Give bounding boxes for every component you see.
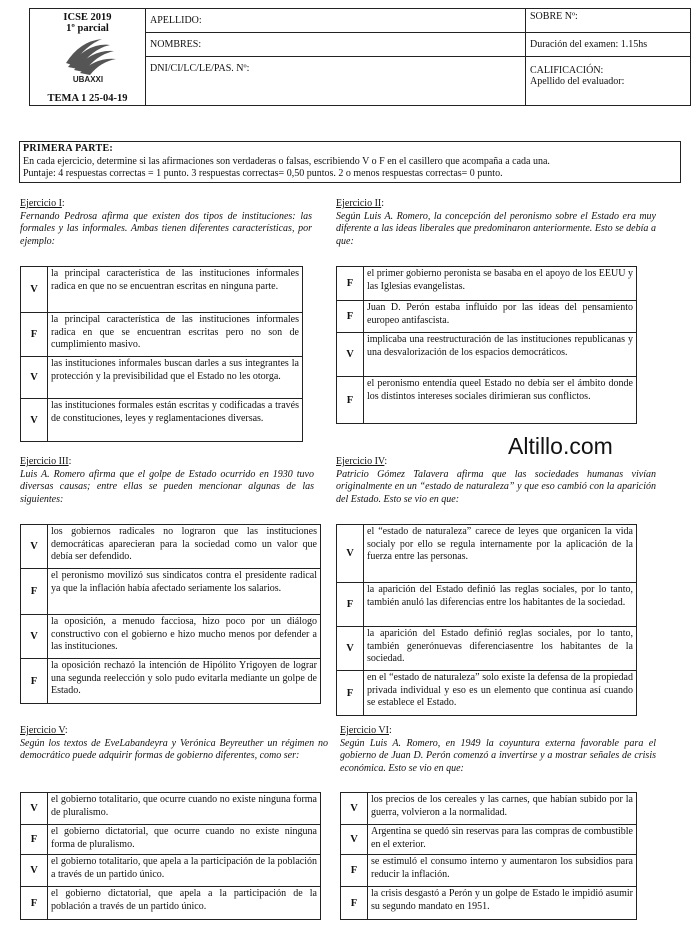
statement: implicaba una reestructuración de las instituciones republicanas y una desvalorización de los espacios democráticos.: [367, 334, 633, 358]
statement: la oposición rechazó la intención de Hipólito Yrigoyen de lograr una segunda reelección y solo pudo evitarla mediante un golpe de Estado.: [51, 660, 317, 696]
answer-cell[interactable]: F: [21, 569, 48, 614]
answer-cell[interactable]: F: [21, 659, 48, 703]
statement: el peronismo movilizó sus sindicatos contra el presidente radical ya que la inflación había afectado seriamente los salarios.: [51, 570, 317, 594]
statement: el peronismo entendía queel Estado no debía ser el ámbito donde los distintos intereses sociales dirimieran sus conflictos.: [367, 378, 633, 402]
statement: las instituciones formales están escritas y codificadas a través de constituciones, leyes y reglamentaciones diversas.: [51, 400, 299, 424]
exam-header: [29, 8, 691, 106]
student-info: [146, 9, 526, 105]
table-row: [21, 825, 320, 855]
exam-info: [526, 9, 690, 105]
ejercicio-desc: Fernando Pedrosa afirma que existen dos tipos de instituciones: las formales y las informales. Ambas tienen diferentes características, por ejemplo:: [20, 210, 312, 247]
logo-cell: [30, 9, 146, 105]
ejercicio-2-heading: Ejercicio II: Según Luis A. Romero, la concepción del peronismo sobre el Estado era muy diferente a las ideas liberales que predominaron anteriormente. Esto se debía a que:: [336, 198, 656, 247]
table-row: [337, 377, 636, 423]
answer-cell[interactable]: F: [337, 301, 364, 332]
answer-cell[interactable]: V: [21, 855, 48, 886]
answer-cell[interactable]: V: [21, 399, 48, 441]
watermark: Altillo.com: [508, 433, 613, 459]
ejercicio-title: Ejercicio V: [20, 725, 65, 736]
answer-cell[interactable]: F: [341, 855, 368, 886]
course-label: ICSE 2019: [63, 12, 112, 23]
answer-cell[interactable]: V: [21, 615, 48, 658]
statement: el gobierno totalitario, que ocurre cuando no existe ninguna forma de pluralismo.: [51, 794, 317, 818]
logo-text: UBAXXI: [72, 75, 103, 83]
ejercicio-title: Ejercicio VI: [340, 725, 389, 736]
ejercicio-title: Ejercicio IV: [336, 456, 385, 467]
statement: las instituciones informales buscan darles a sus integrantes la protección y la previsibilidad que el Estado no les otorga.: [51, 358, 299, 382]
table-row: [341, 887, 636, 919]
table-row: [341, 793, 636, 825]
dni-field[interactable]: DNI/CI/LC/LE/PAS. Nº:: [150, 63, 250, 74]
answer-cell[interactable]: V: [337, 333, 364, 376]
answer-cell[interactable]: V: [337, 627, 364, 670]
table-row: [21, 399, 302, 441]
ejercicio-5-heading: Ejercicio V: Según los textos de EveLabandeyra y Verónica Beyreuther un régimen no democrático puede adquirir formas de gobierno diferentes, como ser:: [20, 725, 328, 761]
statement: en el “estado de naturaleza” solo existe la defensa de la propiedad privada individual y eso es un elemento que continua así cuando se establece el Estado.: [367, 672, 633, 708]
table-row: [21, 855, 320, 887]
exam-label: 1º parcial: [66, 23, 109, 34]
statement: Juan D. Perón estaba influido por las ideas del pensamiento europeo antifascista.: [367, 302, 633, 326]
ejercicio-1-heading: Ejercicio I: Fernando Pedrosa afirma que existen dos tipos de instituciones: las formales y las informales. Ambas tienen diferentes características, por ejemplo:: [20, 198, 312, 247]
answer-cell[interactable]: V: [21, 793, 48, 824]
statement: la oposición, a menudo facciosa, hizo poco por un diálogo constructivo con el gobierno e hizo mucho menos por defender a las instituciones.: [51, 616, 317, 652]
instructions-line-2: Puntaje: 4 respuestas correctas = 1 punto. 3 respuestas correctas= 0,50 puntos. 2 o menos respuestas correctas= 0 punto.: [23, 168, 503, 179]
instructions-box: [19, 141, 681, 183]
answer-cell[interactable]: V: [341, 793, 368, 824]
statement: la principal característica de las instituciones informales radica en que se encuentran escritas pero no son de cumplimiento masivo.: [51, 314, 299, 350]
table-row: [21, 887, 320, 919]
ejercicio-desc: Luis A. Romero afirma que el golpe de Estado ocurrido en 1930 tuvo diversas causas; entre ellas se pueden mencionar algunas de las siguientes:: [20, 468, 314, 505]
ejercicio-desc: Según Luis A. Romero, en 1949 la coyuntura externa favorable para el gobierno de Juan D. Perón comenzó a invertirse y a mostrar señales de crisis económica. Esto se vio en que:: [340, 737, 656, 774]
answer-cell[interactable]: F: [337, 671, 364, 715]
ejercicio-title: Ejercicio II: [336, 198, 382, 209]
statement: el gobierno dictatorial, que apela a la participación de la población a través de un partido único.: [51, 888, 317, 912]
table-row: [337, 583, 636, 627]
ejercicio-title: Ejercicio I: [20, 198, 62, 209]
statement: la principal característica de las instituciones informales radica en que no se encuentran escritas en ninguna parte.: [51, 268, 299, 292]
table-row: [337, 301, 636, 333]
answer-cell[interactable]: F: [337, 377, 364, 423]
ejercicio-6-table: [340, 792, 637, 920]
answer-cell[interactable]: F: [341, 887, 368, 919]
calificacion-label: CALIFICACIÓN:: [530, 65, 604, 76]
ejercicio-desc: Según Luis A. Romero, la concepción del peronismo sobre el Estado era muy diferente a las ideas liberales que predominaron anteriormente. Esto se debía a que:: [336, 210, 656, 247]
table-row: [21, 569, 320, 615]
table-row: [21, 525, 320, 569]
table-row: [21, 793, 320, 825]
ejercicio-desc: Patricio Gómez Talavera afirma que las sociedades humanas vivían originalmente en un “estado de naturaleza” y que eso cambió con la aparición del Estado. Esto se vio en que:: [336, 468, 656, 505]
statement: se estimuló el consumo interno y aumentaron los subsidios para reducir la inflación.: [371, 856, 633, 880]
statement: el gobierno dictatorial, que ocurre cuando no existe ninguna forma de pluralismo.: [51, 826, 317, 850]
instructions-line-1: En cada ejercicio, determine si las afirmaciones son verdaderas o falsas, escribiendo V o F en el casillero que acompaña a cada una.: [23, 155, 550, 167]
duracion-label: Duración del examen: 1.15hs: [526, 33, 690, 57]
ubaxxi-logo: [58, 37, 118, 83]
answer-cell[interactable]: V: [21, 357, 48, 398]
ejercicio-title: Ejercicio III: [20, 456, 69, 467]
table-row: [21, 313, 302, 357]
statement: el primer gobierno peronista se basaba en el apoyo de los EEUU y las Iglesias evangelistas.: [367, 268, 633, 292]
table-row: [21, 357, 302, 399]
table-row: [337, 627, 636, 671]
statement: la aparición del Estado definió reglas sociales, por lo tanto, también generónuevas diferenciasentre los habitantes de la sociedad.: [367, 628, 633, 664]
answer-cell[interactable]: F: [21, 887, 48, 919]
answer-cell[interactable]: F: [21, 313, 48, 356]
table-row: [21, 267, 302, 313]
ejercicio-6-heading: Ejercicio VI: Según Luis A. Romero, en 1949 la coyuntura externa favorable para el gobierno de Juan D. Perón comenzó a invertirse y a mostrar señales de crisis económica. Esto se vio en que:: [340, 725, 656, 774]
ejercicio-3-table: [20, 524, 321, 704]
statement: los precios de los cereales y las carnes, que habían subido por la guerra, volvieron a la normalidad.: [371, 794, 633, 818]
ejercicio-4-heading: Ejercicio IV: Patricio Gómez Talavera afirma que las sociedades humanas vivían originalmente en un “estado de naturaleza” y que eso cambió con la aparición del Estado. Esto se vio en que:: [336, 456, 656, 505]
calificacion-field[interactable]: [526, 57, 690, 105]
nombres-field[interactable]: NOMBRES:: [146, 33, 525, 57]
ejercicio-2-table: [336, 266, 637, 424]
statement: Argentina se quedó sin reservas para las compras de combustible en el exterior.: [371, 826, 633, 850]
table-row: [21, 615, 320, 659]
section-title: PRIMERA PARTE:: [23, 143, 114, 154]
evaluador-label: Apellido del evaluador:: [530, 76, 625, 87]
ejercicio-1-table: [20, 266, 303, 442]
statement: la aparición del Estado definió las reglas sociales, por lo tanto, también anuló las diferencias entre los habitantes de la sociedad.: [367, 584, 633, 608]
table-row: [337, 267, 636, 301]
answer-cell[interactable]: F: [337, 583, 364, 626]
tema-label: TEMA 1 25-04-19: [47, 93, 128, 104]
ejercicio-3-heading: Ejercicio III: Luis A. Romero afirma que el golpe de Estado ocurrido en 1930 tuvo diversas causas; entre ellas se pueden mencionar algunas de las siguientes:: [20, 456, 314, 505]
answer-cell[interactable]: V: [337, 525, 364, 582]
answer-cell[interactable]: V: [21, 267, 48, 312]
ejercicio-desc: Según los textos de EveLabandeyra y Verónica Beyreuther un régimen no democrático puede adquirir formas de gobierno diferentes, como ser:: [20, 737, 328, 761]
table-row: [21, 659, 320, 703]
answer-cell[interactable]: F: [337, 267, 364, 300]
ejercicio-5-table: [20, 792, 321, 920]
table-row: [341, 825, 636, 855]
table-row: [337, 671, 636, 715]
table-row: [337, 333, 636, 377]
statement: el “estado de naturaleza” carece de leyes que organicen la vida socialy por ello se regula internamente por la aplicación de la fuerza entre las personas.: [367, 526, 633, 562]
table-row: [341, 855, 636, 887]
statement: el gobierno totalitario, que apela a la participación de la población a través de un partido único.: [51, 856, 317, 880]
answer-cell[interactable]: F: [21, 825, 48, 854]
statement: los gobiernos radicales no lograron que las instituciones democráticas aparecieran para la sociedad como un valor que debía ser defendido.: [51, 526, 317, 562]
table-row: [337, 525, 636, 583]
ejercicio-4-table: [336, 524, 637, 716]
answer-cell[interactable]: V: [341, 825, 368, 854]
answer-cell[interactable]: V: [21, 525, 48, 568]
sobre-field[interactable]: SOBRE Nº:: [526, 9, 690, 33]
apellido-field[interactable]: APELLIDO:: [146, 9, 525, 33]
statement: la crisis desgastó a Perón y un golpe de Estado le impidió asumir su segundo mandato en 1951.: [371, 888, 633, 912]
